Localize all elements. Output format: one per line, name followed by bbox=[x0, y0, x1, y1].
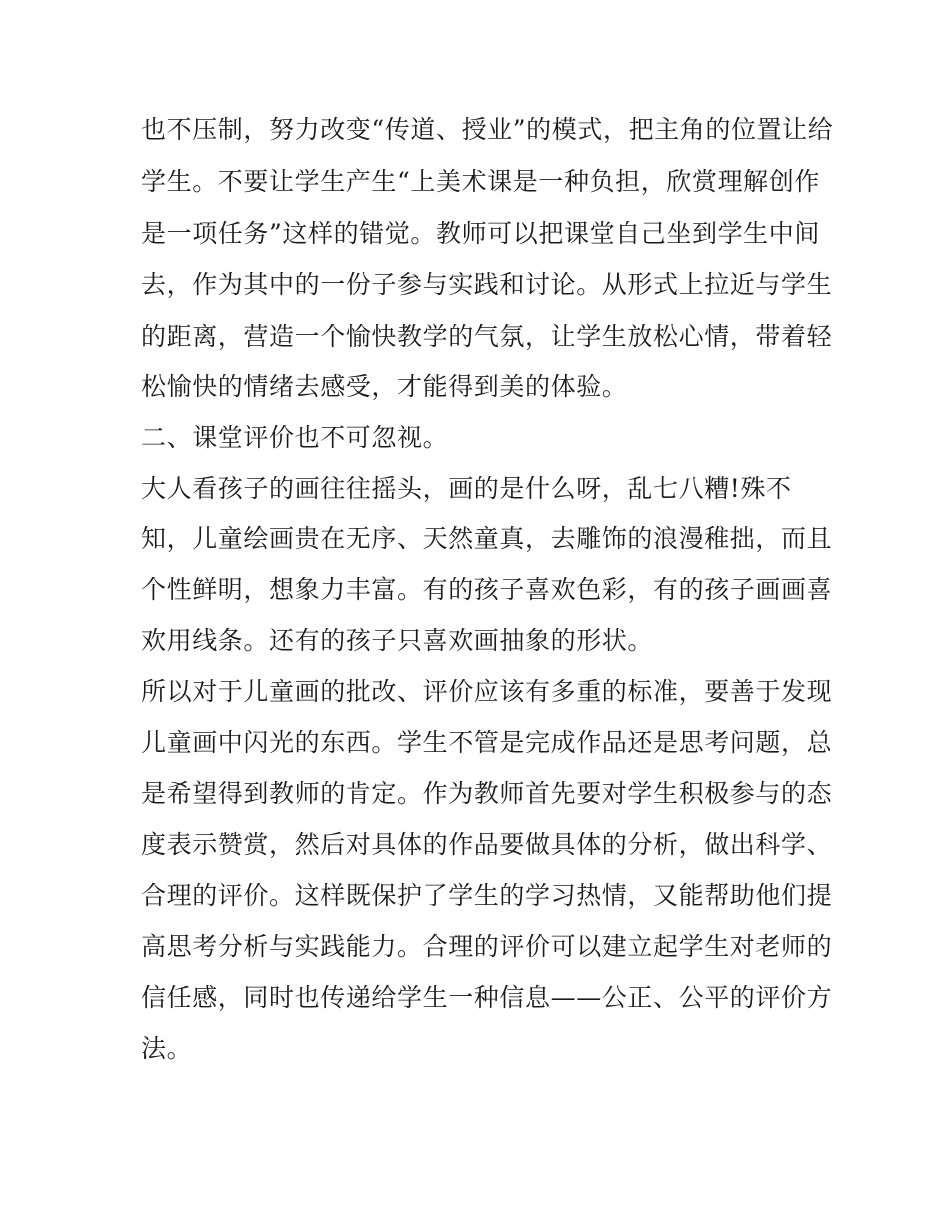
text-line: 欢用线条。还有的孩子只喜欢画抽象的形状。 bbox=[141, 626, 654, 655]
text-line: 知，儿童绘画贵在无序、天然童真，去雕饰的浪漫稚拙，而且 bbox=[141, 524, 833, 553]
text-line: 高思考分析与实践能力。合理的评价可以建立起学生对老师的 bbox=[141, 932, 833, 961]
text-line: 松愉快的情绪去感受，才能得到美的体验。 bbox=[141, 372, 628, 401]
text-line: 个性鲜明，想象力丰富。有的孩子喜欢色彩，有的孩子画画喜 bbox=[141, 575, 833, 604]
text-line: 是一项任务”这样的错觉。教师可以把课堂自己坐到学生中间 bbox=[141, 219, 820, 248]
text-line: 是希望得到教师的肯定。作为教师首先要对学生积极参与的态 bbox=[141, 779, 833, 808]
text-line: 大人看孩子的画往往摇头，画的是什么呀，乱七八糟!殊不 bbox=[141, 474, 792, 503]
text-line: 度表示赞赏，然后对具体的作品要做具体的分析，做出科学、 bbox=[141, 830, 833, 859]
section-heading: 二、课堂评价也不可忽视。 bbox=[141, 423, 449, 452]
text-line: 的距离，营造一个愉快教学的气氛，让学生放松心情，带着轻 bbox=[141, 322, 833, 351]
text-line: 信任感，同时也传递给学生一种信息——公正、公平的评价方 bbox=[141, 983, 833, 1012]
text-line: 儿童画中闪光的东西。学生不管是完成作品还是思考问题，总 bbox=[141, 728, 833, 757]
text-line: 合理的评价。这样既保护了学生的学习热情，又能帮助他们提 bbox=[141, 881, 833, 910]
text-line: 也不压制，努力改变“传道、授业”的模式，把主角的位置让给 bbox=[141, 115, 834, 144]
text-line: 所以对于儿童画的批改、评价应该有多重的标准，要善于发现 bbox=[141, 677, 833, 706]
text-line: 学生。不要让学生产生“上美术课是一种负担，欣赏理解创作 bbox=[141, 167, 820, 196]
text-line: 法。 bbox=[141, 1034, 193, 1063]
text-line: 去，作为其中的一份子参与实践和讨论。从形式上拉近与学生 bbox=[141, 270, 833, 299]
